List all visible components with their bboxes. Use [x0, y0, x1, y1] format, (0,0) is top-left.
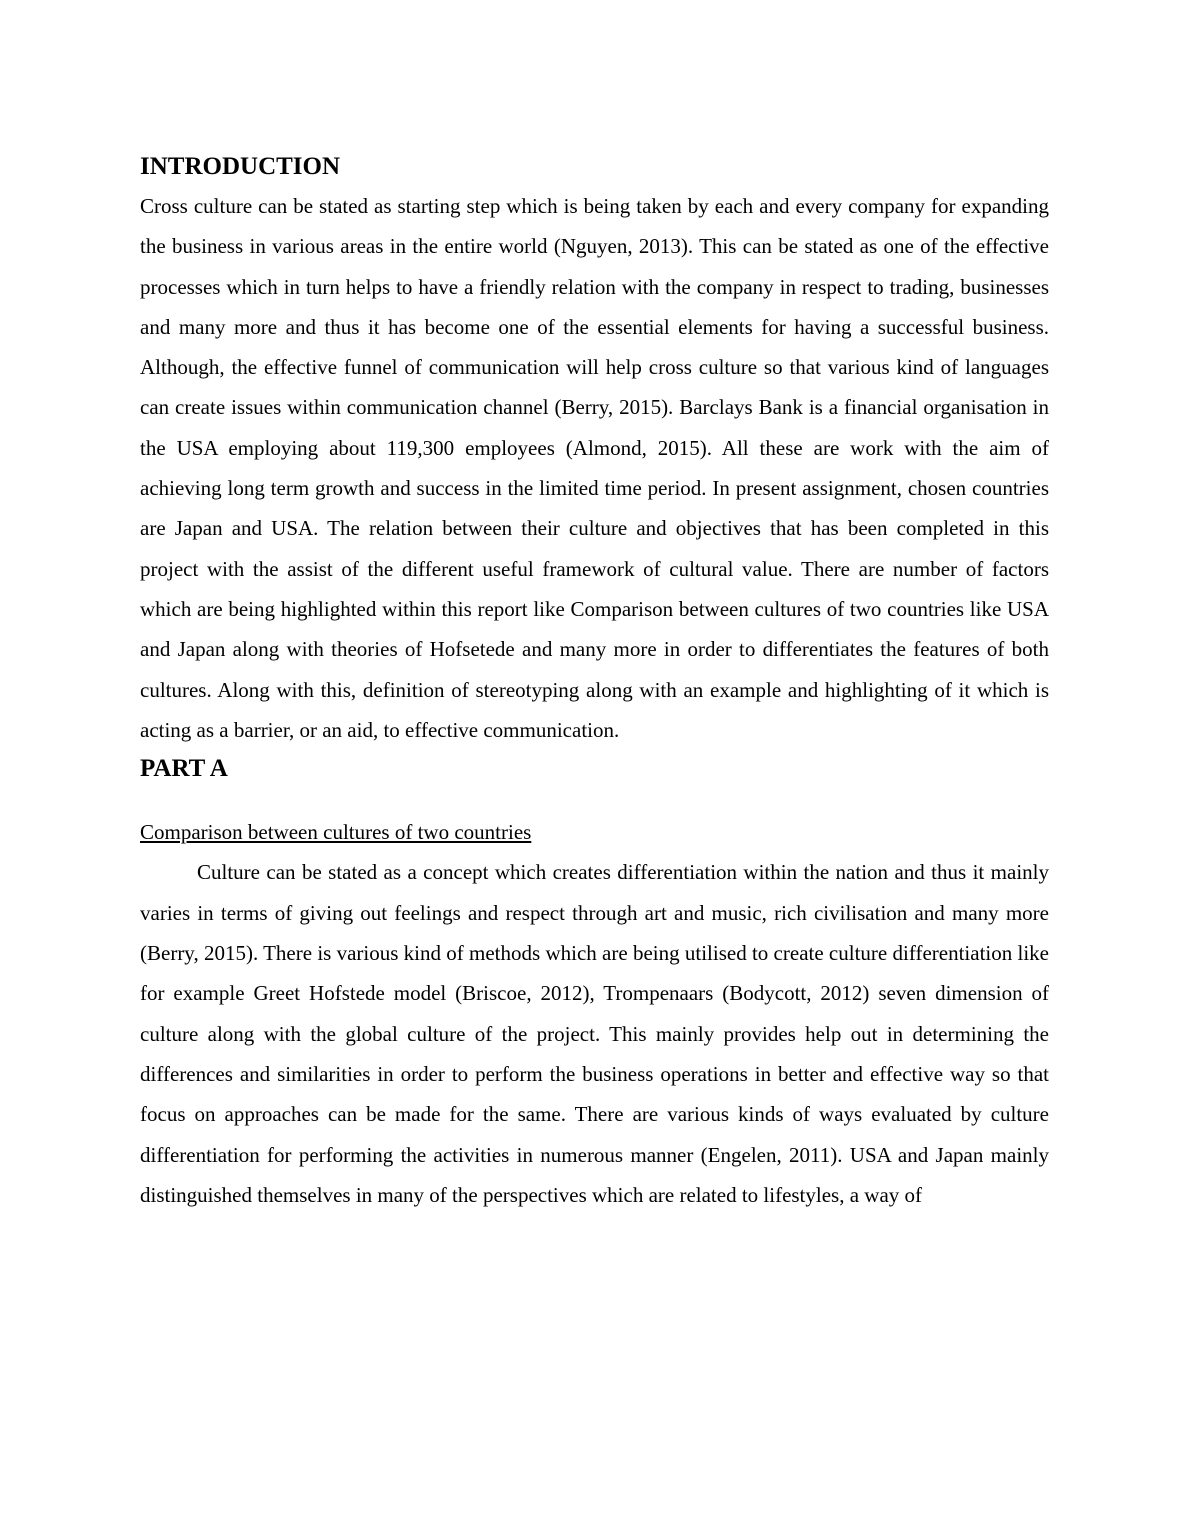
introduction-heading: INTRODUCTION	[140, 153, 341, 180]
part-a-heading: PART A	[140, 755, 228, 783]
part-a-subheading: Comparison between cultures of two countries	[140, 820, 532, 845]
introduction-paragraph: Cross culture can be stated as starting step which is being taken by each and every company for expanding the business in various areas in the entire world (Nguyen, 2013). This can be stated as one of the effective processes which in turn helps to have a friendly relation with the company in respect to trading, businesses and many more and thus it has become one of the essential elements for having a successful business. Although, the effective funnel of communication will help cross culture so that various kind of languages can create issues within communication channel (Berry, 2015). Barclays Bank is a financial organisation in the USA employing about 119,300 employees (Almond, 2015). All these are work with the aim of achieving long term growth and success in the limited time period. In present assignment, chosen countries are Japan and USA. The relation between their culture and objectives that has been completed in this project with the assist of the different useful framework of cultural value. There are number of factors which are being highlighted within this report like Comparison between cultures of two countries like USA and Japan along with theories of Hofsetede and many more in order to differentiates the features of both cultures. Along with this, definition of stereotyping along with an example and highlighting of it which is acting as a barrier, or an aid, to effective communication.	[140, 194, 1049, 742]
page-content	[140, 148, 1049, 1215]
part-a-paragraph: Culture can be stated as a concept which creates differentiation within the nation and thus it mainly varies in terms of giving out feelings and respect through art and music, rich civilisation and many more (Berry, 2015). There is various kind of methods which are being utilised to create culture differentiation like for example Greet Hofstede model (Briscoe, 2012), Trompenaars (Bodycott, 2012) seven dimension of culture along with the global culture of the project. This mainly provides help out in determining the differences and similarities in order to perform the business operations in better and effective way so that focus on approaches can be made for the same. There are various kinds of ways evaluated by culture differentiation for performing the activities in numerous manner (Engelen, 2011). USA and Japan mainly distinguished themselves in many of the perspectives which are related to lifestyles, a way of	[140, 860, 1049, 1207]
